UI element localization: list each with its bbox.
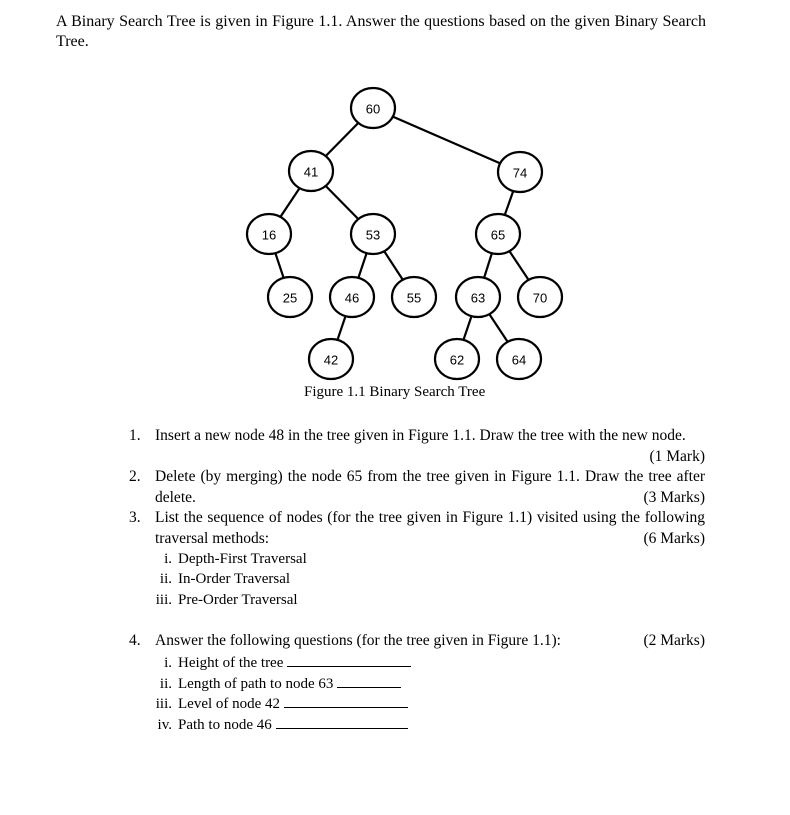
question-number: 4. <box>129 632 141 649</box>
tree-node-16 <box>247 214 291 254</box>
tree-node-65 <box>476 214 520 254</box>
sub-item: i. Height of the tree <box>146 652 411 674</box>
tree-node-label: 62 <box>449 352 465 368</box>
tree-node-64 <box>497 339 541 379</box>
question-text: List the sequence of nodes (for the tree given in Figure 1.1) visited using the following traversal methods: (6 Marks) <box>155 508 705 549</box>
tree-node-74 <box>498 152 542 192</box>
tree-node-label: 74 <box>512 165 528 181</box>
tree-node-55 <box>392 277 436 317</box>
sub-item: i. Depth-First Traversal <box>164 551 307 567</box>
tree-node-25 <box>268 277 312 317</box>
question-number: 3. <box>129 509 141 526</box>
tree-node-label: 65 <box>490 227 506 243</box>
question-2 <box>129 467 705 508</box>
tree-node-label: 16 <box>261 227 277 243</box>
tree-node-70 <box>518 277 562 317</box>
tree-node-label: 55 <box>406 290 422 306</box>
sub-item: iv. Path to node 46 <box>146 714 408 736</box>
tree-node-42 <box>309 339 353 379</box>
answer-blank[interactable] <box>284 693 408 708</box>
binary-search-tree-figure <box>0 0 790 400</box>
answer-blank[interactable] <box>337 673 401 688</box>
tree-node-63 <box>456 277 500 317</box>
question-number: 1. <box>129 427 141 444</box>
tree-node-53 <box>351 214 395 254</box>
tree-node-label: 63 <box>470 290 486 306</box>
tree-node-62 <box>435 339 479 379</box>
tree-node-label: 53 <box>365 227 381 243</box>
question-text: Answer the following questions (for the tree given in Figure 1.1): (2 Marks) <box>155 631 705 652</box>
intro-paragraph: A Binary Search Tree is given in Figure 1.1. Answer the questions based on the given Binary Search Tree. <box>56 13 706 50</box>
question-text: Delete (by merging) the node 65 from the tree given in Figure 1.1. Draw the tree after delete. (3 Marks) <box>155 467 705 508</box>
sub-item: iii. Pre-Order Traversal <box>155 592 298 608</box>
question-text: Insert a new node 48 in the tree given in Figure 1.1. Draw the tree with the new node. (1 Mark) <box>155 426 705 447</box>
question-3 <box>129 508 705 549</box>
sub-item: ii. Length of path to node 63 <box>146 673 401 695</box>
tree-node-label: 60 <box>365 101 381 117</box>
tree-node-label: 46 <box>344 290 360 306</box>
tree-node-label: 42 <box>323 352 339 368</box>
answer-blank[interactable] <box>276 714 408 729</box>
question-4 <box>129 631 705 652</box>
question-marks: (6 Marks) <box>643 529 705 547</box>
question-number: 2. <box>129 468 141 485</box>
tree-node-label: 70 <box>532 290 548 306</box>
question-marks: (3 Marks) <box>643 488 705 506</box>
answer-blank[interactable] <box>287 652 411 667</box>
tree-node-60 <box>351 88 395 128</box>
tree-node-46 <box>330 277 374 317</box>
tree-node-label: 25 <box>282 290 298 306</box>
question-marks: (1 Mark) <box>649 447 705 465</box>
sub-item: iii. Level of node 42 <box>146 693 408 715</box>
question-marks: (2 Marks) <box>643 632 705 649</box>
tree-edge-60-74 <box>373 108 520 172</box>
tree-node-label: 64 <box>511 352 527 368</box>
tree-node-label: 41 <box>303 164 319 180</box>
figure-caption: Figure 1.1 Binary Search Tree <box>304 384 486 400</box>
sub-item: ii. In-Order Traversal <box>159 571 291 587</box>
question-1 <box>129 426 705 467</box>
tree-node-41 <box>289 151 333 191</box>
